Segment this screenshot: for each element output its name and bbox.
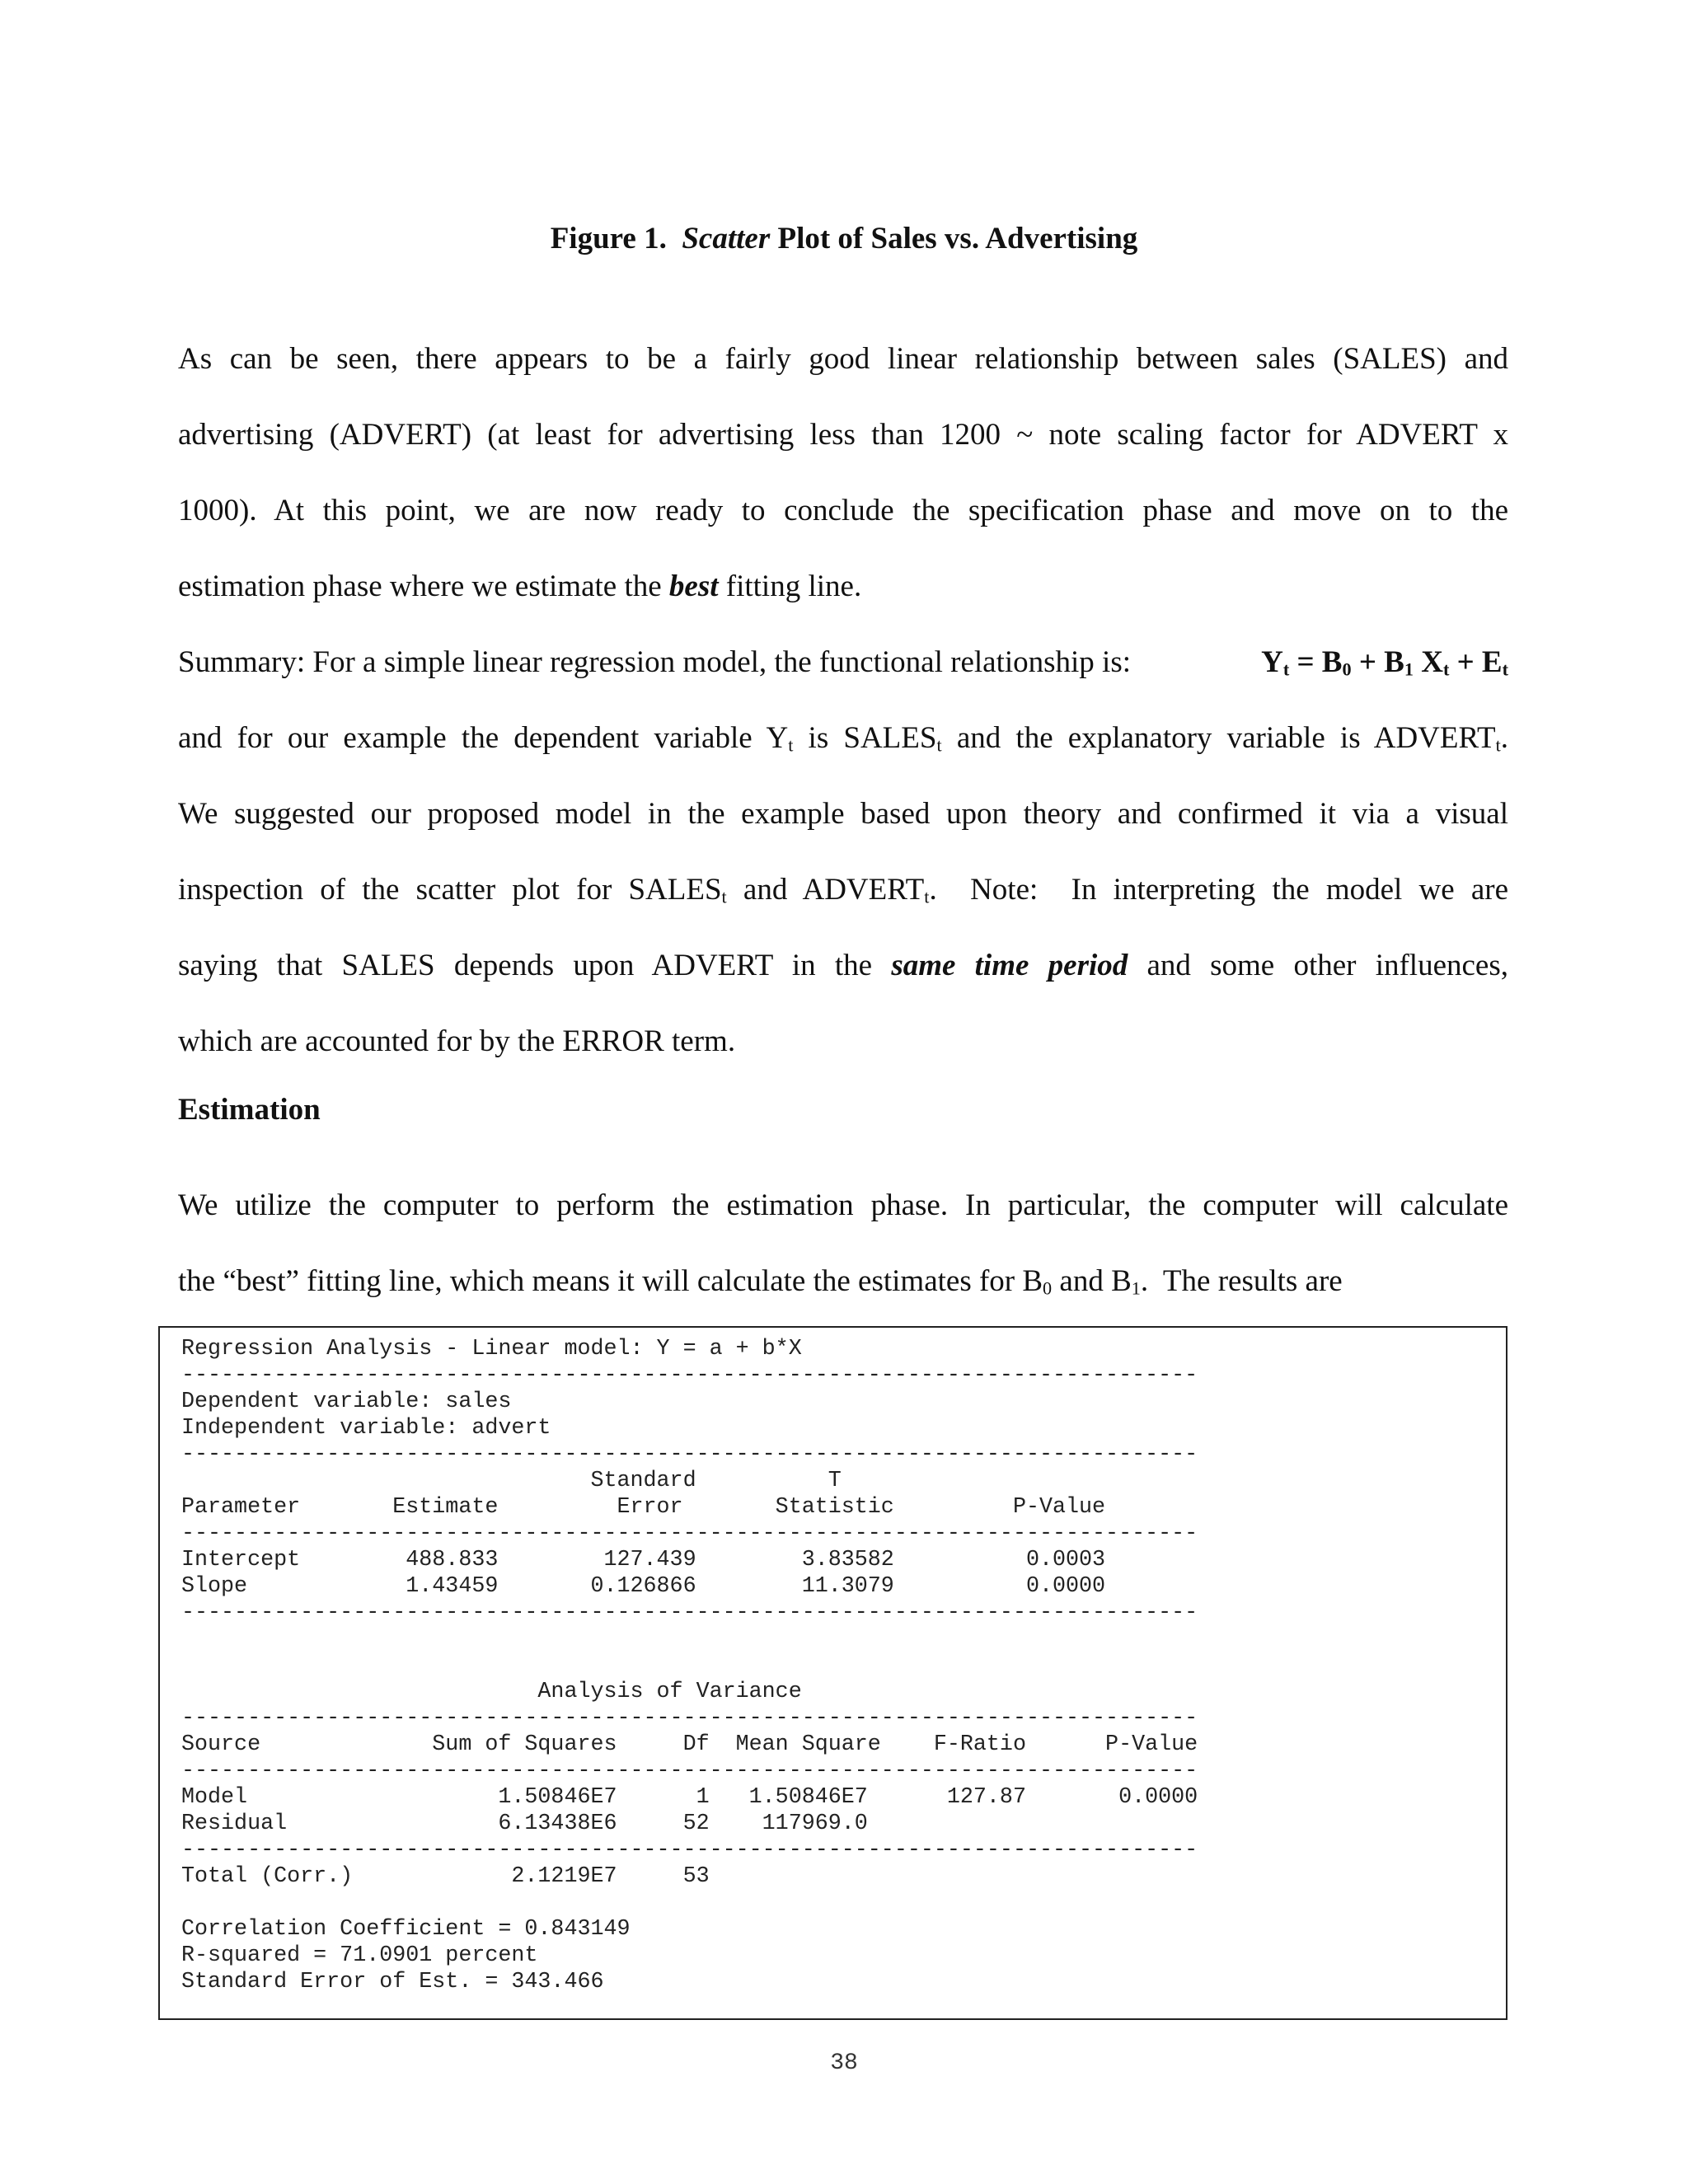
output-line: Analysis of Variance (181, 1680, 802, 1704)
output-line: Regression Analysis - Linear model: Y = a + b*X (181, 1337, 802, 1361)
estimation-paragraph (178, 1168, 1508, 1319)
paragraph-line: inspection of the scatter plot for $SALES_t$ and $ADVERT_t$. Note: In interpreting the model we are (178, 873, 1509, 907)
output-line: Dependent variable: sales (181, 1390, 512, 1414)
output-line: ----------------------------------------------------------------------------- (181, 1759, 1198, 1783)
output-line: ----------------------------------------------------------------------------- (181, 1601, 1198, 1625)
output-line (181, 1626, 1198, 1652)
emphasis-same-time-period: same time period (891, 949, 1128, 982)
regression-output-box (158, 1326, 1507, 2020)
paragraph-line: As can be seen, there appears to be a fairly good linear relationship between sales (SALES) and (178, 342, 1508, 376)
paragraph-line: 1000). At this point, we are now ready to conclude the specification phase and move on to the (178, 494, 1508, 527)
emphasis-best: best (668, 569, 719, 603)
output-line: Slope 1.43459 0.126866 11.3079 0.0000 (181, 1574, 1106, 1599)
output-line: Standard Error of Est. = 343.466 (181, 1970, 604, 1994)
paragraph-line: which are accounted for by the ERROR term. (178, 1024, 736, 1058)
output-line: Correlation Coefficient = 0.843149 (181, 1917, 631, 1942)
output-line: ----------------------------------------------------------------------------- (181, 1442, 1198, 1467)
paragraph-line: advertising (ADVERT) (at least for advertising less than 1200 ~ note scaling factor for ADVERT x (178, 418, 1508, 452)
paragraph-line: saying that SALES depends upon ADVERT in the same time period and some other influences, (178, 949, 1509, 982)
output-line: Intercept 488.833 127.439 3.83582 0.0003 (181, 1548, 1106, 1572)
regression-equation: $Y_t = B_0 + B_1$ $X_t + E_t$ (1261, 645, 1508, 680)
intro-paragraph (178, 321, 1508, 1080)
output-line: Standard T (181, 1469, 842, 1493)
output-line: Independent variable: advert (181, 1416, 551, 1441)
figure-title-rest: Plot of Sales vs. Advertising (777, 222, 1138, 255)
regression-output-text (181, 1336, 1198, 1995)
output-line (181, 1890, 1198, 1916)
output-line: Parameter Estimate Error Statistic P-Value (181, 1495, 1106, 1520)
paragraph-line: We utilize the computer to perform the estimation phase. In particular, the computer will calculate (178, 1188, 1508, 1222)
figure-caption (0, 221, 1688, 256)
figure-label: Figure 1. (550, 222, 667, 255)
paragraph-line: the “best” fitting line, which means it will calculate the estimates for $B_0$ and $B_1$. The results are (178, 1264, 1343, 1299)
output-line: ----------------------------------------------------------------------------- (181, 1363, 1198, 1388)
output-line: Total (Corr.) 2.1219E7 53 (181, 1864, 710, 1889)
paragraph-line: We suggested our proposed model in the example based upon theory and confirmed it via a visual (178, 797, 1508, 831)
output-line: Model 1.50846E7 1 1.50846E7 127.87 0.0000 (181, 1785, 1198, 1810)
paragraph-line: estimation phase where we estimate the best fitting line. (178, 569, 862, 603)
output-line: Source Sum of Squares Df Mean Square F-Ratio P-Value (181, 1732, 1198, 1757)
page-number: 38 (830, 2050, 858, 2076)
output-line: ----------------------------------------------------------------------------- (181, 1521, 1198, 1546)
figure-title-emphasis: Scatter (682, 222, 771, 255)
output-line: Residual 6.13438E6 52 117969.0 (181, 1811, 868, 1836)
output-line: ----------------------------------------------------------------------------- (181, 1706, 1198, 1731)
output-line: ----------------------------------------------------------------------------- (181, 1838, 1198, 1863)
summary-line: Summary: For a simple linear regression model, the functional relationship is: $Y_t = B_0 + B_1$ $X_t + E_t$ (178, 625, 1508, 701)
output-line (181, 1652, 1198, 1679)
section-heading: Estimation (178, 1093, 321, 1127)
paragraph-line: and for our example the dependent variable $Y_t$ is $SALES_t$ and the explanatory variable is $ADVERT_t$. (178, 721, 1508, 756)
output-line: R-squared = 71.0901 percent (181, 1943, 538, 1968)
